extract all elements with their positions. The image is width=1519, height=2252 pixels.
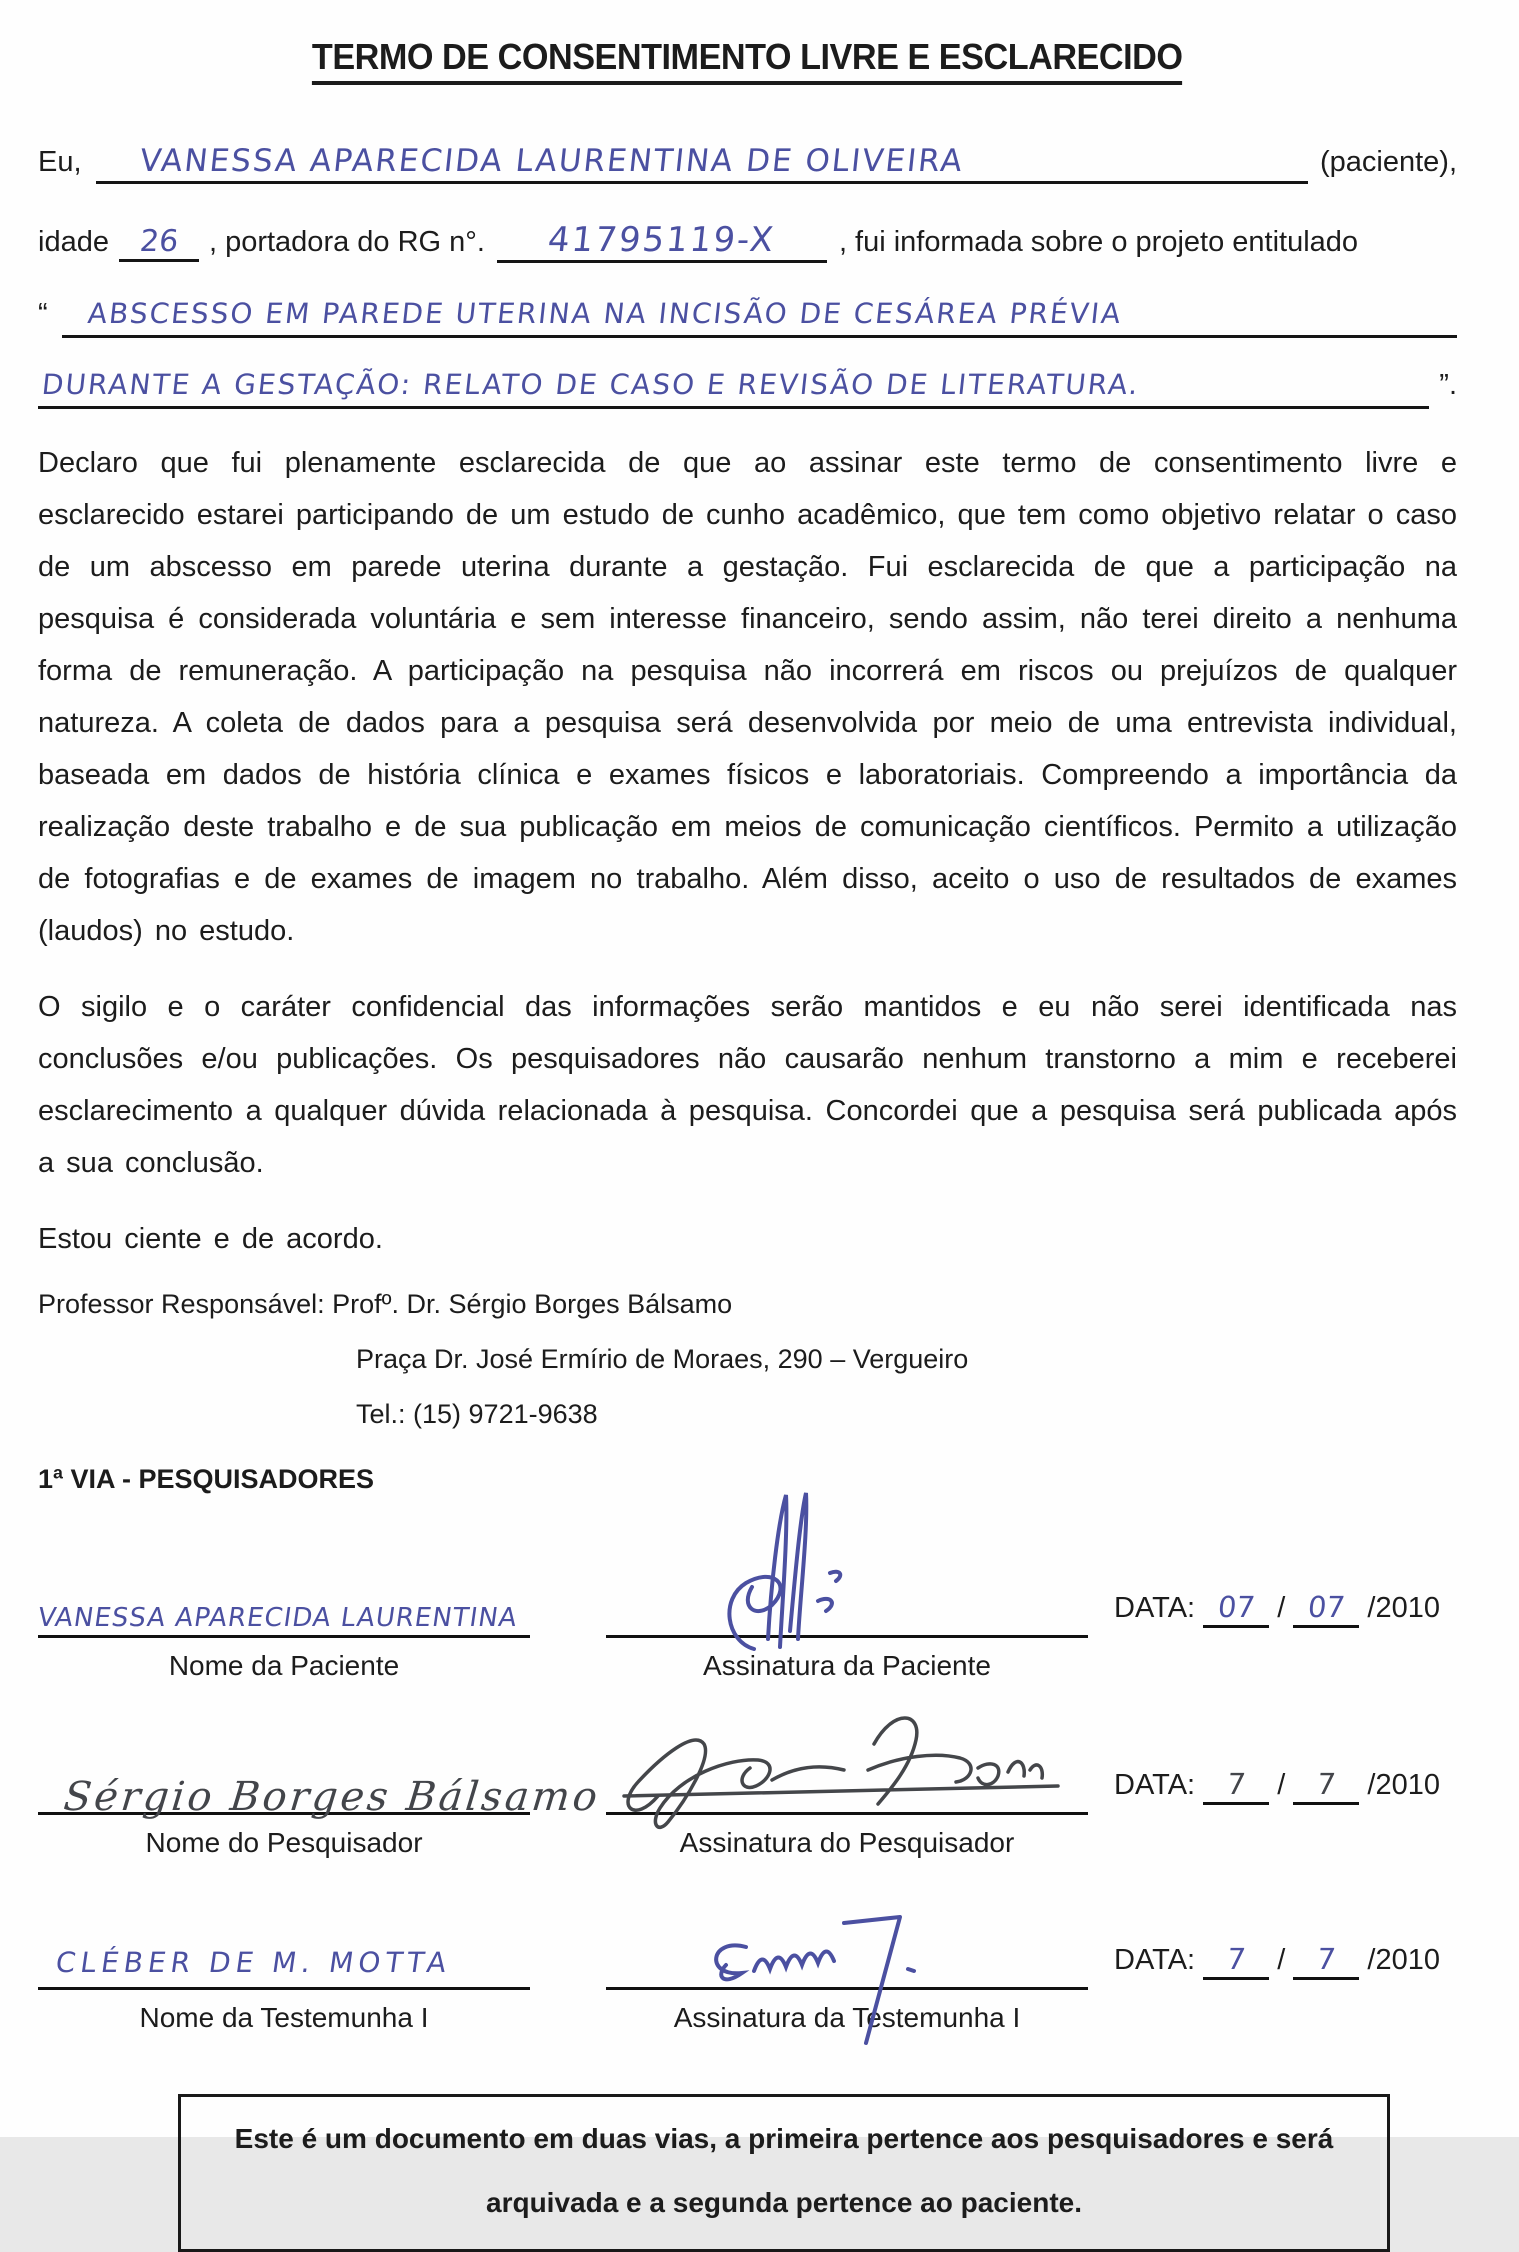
witness-name-label: Nome da Testemunha I <box>139 2002 429 2033</box>
patient-signature-column <box>606 1535 1088 1686</box>
date-label: DATA: <box>1114 1592 1196 1624</box>
patient-date-year: /2010 <box>1367 1592 1440 1624</box>
project-title-handwritten-2: DURANTE A GESTAÇÃO: RELATO DE CASO E REVISÃO DE LITERATURA. <box>40 368 1142 401</box>
researcher-date-day-field <box>1203 1767 1269 1805</box>
project-title-handwritten-1: ABSCESSO EM PAREDE UTERINA NA INCISÃO DE CESÁREA PRÉVIA <box>85 297 1124 330</box>
paciente-label: (paciente), <box>1319 146 1457 178</box>
witness-signature-label: Assinatura da Testemunha I <box>673 2002 1021 2033</box>
phone-line: Tel.: (15) 9721-9638 <box>356 1399 598 1429</box>
witness-date-month: 7 <box>1315 1942 1338 1976</box>
informada-label: , fui informada sobre o projeto entitulado <box>838 226 1359 258</box>
witness-name-line <box>38 1887 530 1990</box>
researcher-date-year: /2010 <box>1367 1769 1440 1801</box>
researcher-name-line <box>38 1712 603 1820</box>
witness-date-day: 7 <box>1225 1942 1248 1976</box>
signature-row-patient <box>35 1535 1457 1686</box>
researcher-name-column <box>38 1712 603 1863</box>
notice-line-1: Este é um documento em duas vias, a primeira pertence aos pesquisadores e será <box>234 2123 1334 2154</box>
rg-field <box>497 220 827 263</box>
page-title: TERMO DE CONSENTIMENTO LIVRE E ESCLARECIDO <box>312 36 1183 85</box>
patient-name-field <box>96 143 1308 184</box>
title-wrap <box>38 36 1457 85</box>
copy-heading: 1ª VIA - PESQUISADORES <box>38 1464 375 1494</box>
researcher-signature-label: Assinatura do Pesquisador <box>679 1827 1015 1858</box>
witness-name-column <box>38 1887 530 2038</box>
notice-line-2: arquivada e a segunda pertence ao paciente. <box>486 2187 1082 2218</box>
researcher-date-month-field <box>1293 1767 1359 1805</box>
witness-date-day-field <box>1203 1942 1269 1980</box>
researcher-date <box>1114 1767 1440 1863</box>
idade-label: idade <box>38 226 109 258</box>
patient-name-line <box>35 1535 530 1638</box>
rg-handwritten: 41795119-X <box>546 220 778 260</box>
researcher-date-month: 7 <box>1315 1767 1338 1801</box>
intro-line-idade-rg <box>38 220 1457 263</box>
signature-row-researcher <box>38 1712 1457 1863</box>
witness-date-month-field <box>1293 1942 1359 1980</box>
date-label: DATA: <box>1114 1944 1196 1976</box>
patient-date-day-field <box>1203 1590 1269 1628</box>
researcher-name-signature-text: Sérgio Borges Bálsamo <box>61 1774 603 1820</box>
date-slash: / <box>1277 1592 1286 1624</box>
witness-signature-scribble-icon <box>676 1877 1016 2047</box>
researcher-signature-scribble-icon <box>606 1696 1076 1846</box>
consent-paragraph: Declaro que fui plenamente esclarecida de que ao assinar este termo de consentimento livre e esclarecido estarei participando de um estudo de cunho acadêmico, que tem como objetivo relatar o caso de um abscesso em parede uterina durante a gestação. Fui esclarecida de que a participação na pesquisa é considerada voluntária e sem interesse financeiro, sendo assim, não terei direito a nenhuma forma de remuneração. A participação na pesquisa não incorrerá em riscos ou prejuízos de qualquer natureza. A coleta de dados para a pesquisa será desenvolvida por meio de uma entrevista individual, baseada em dados de história clínica e exames físicos e laboratoriais. Compreendo a importância da realização deste trabalho e de sua publicação em meios de comunicação científicos. Permito a utilização de fotografias e de exames de imagem no trabalho. Além disso, aceito o uso de resultados de exames (laudos) no estudo. <box>38 447 1457 947</box>
researcher-date-day: 7 <box>1225 1767 1248 1801</box>
project-title-field-2 <box>38 368 1429 409</box>
patient-name-column <box>35 1535 530 1686</box>
agreement-line: Estou ciente e de acordo. <box>38 1223 383 1255</box>
witness-signature-line <box>606 1887 1088 1990</box>
witness-date <box>1114 1942 1440 2038</box>
patient-name-signature-text: VANESSA APARECIDA LAURENTINA <box>35 1603 520 1633</box>
professor-line: Professor Responsável: Profº. Dr. Sérgio Borges Bálsamo <box>38 1289 733 1319</box>
patient-date-month-field <box>1293 1590 1359 1628</box>
eu-label: Eu, <box>38 146 82 178</box>
researcher-signature-line <box>606 1712 1088 1815</box>
idade-handwritten: 26 <box>138 224 180 259</box>
patient-date-month: 07 <box>1306 1590 1347 1624</box>
date-slash: / <box>1277 1769 1286 1801</box>
signature-row-witness <box>38 1887 1457 2038</box>
witness-signature-column <box>606 1887 1088 2038</box>
witness-name-signature-text: CLÉBER DE M. MOTTA <box>53 1946 454 1979</box>
patient-name-handwritten: VANESSA APARECIDA LAURENTINA DE OLIVEIRA <box>137 143 966 179</box>
open-quote: “ <box>38 298 48 330</box>
address-line: Praça Dr. José Ermírio de Moraes, 290 – Vergueiro <box>356 1344 969 1374</box>
date-label: DATA: <box>1114 1769 1196 1801</box>
two-copies-notice-box <box>178 2094 1390 2252</box>
date-slash: / <box>1277 1944 1286 1976</box>
project-title-field-1 <box>62 297 1457 338</box>
patient-name-label: Nome da Paciente <box>168 1650 400 1681</box>
rg-label: , portadora do RG n°. <box>208 226 485 258</box>
patient-signature-label: Assinatura da Paciente <box>703 1650 991 1681</box>
intro-line-name <box>38 143 1457 184</box>
patient-date <box>1114 1590 1440 1686</box>
patient-date-day: 07 <box>1215 1590 1257 1624</box>
project-title-line1-row <box>38 297 1457 338</box>
patient-signature-scribble-icon <box>676 1481 896 1661</box>
researcher-name-label: Nome do Pesquisador <box>145 1827 423 1858</box>
idade-field <box>119 224 199 262</box>
patient-signature-line <box>606 1535 1088 1638</box>
witness-date-year: /2010 <box>1367 1944 1440 1976</box>
researcher-signature-column <box>606 1712 1088 1863</box>
close-quote: ”. <box>1439 369 1457 401</box>
confidentiality-paragraph: O sigilo e o caráter confidencial das informações serão mantidos e eu não serei identificada nas conclusões e/ou publicações. Os pesquisadores não causarão nenhum transtorno a mim e receberei esclarecimento a qualquer dúvida relacionada à pesquisa. Concordei que a pesquisa será publicada após a sua conclusão. <box>38 991 1457 1179</box>
project-title-line2-row <box>38 368 1457 409</box>
